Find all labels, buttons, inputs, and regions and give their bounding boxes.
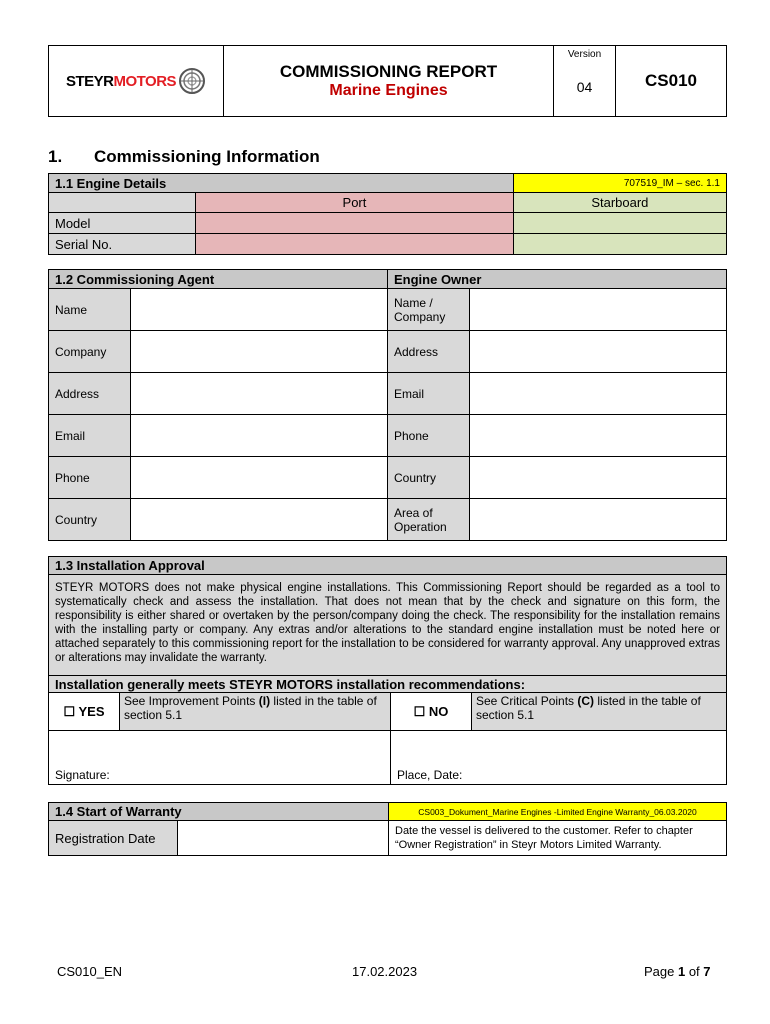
owner-address-field[interactable] xyxy=(470,331,727,373)
agent-title: 1.2 Commissioning Agent xyxy=(49,270,388,289)
agent-company-field[interactable] xyxy=(131,331,388,373)
owner-email-field[interactable] xyxy=(470,373,727,415)
yes-checkbox[interactable]: ☐ YES xyxy=(49,693,120,731)
serial-port-field[interactable] xyxy=(196,234,514,255)
warranty-title: 1.4 Start of Warranty xyxy=(49,803,389,821)
agent-address-field[interactable] xyxy=(131,373,388,415)
no-checkbox[interactable]: ☐ NO xyxy=(391,693,472,731)
version-value: 04 xyxy=(576,79,593,95)
owner-country-field[interactable] xyxy=(470,457,727,499)
agent-phone-field[interactable] xyxy=(131,457,388,499)
model-port-field[interactable] xyxy=(196,213,514,234)
header-table xyxy=(48,45,727,117)
owner-name-label: Name / Company xyxy=(388,289,470,331)
warranty-note: Date the vessel is delivered to the customer. Refer to chapter “Owner Registration” in Steyr Motors Limited Warranty. xyxy=(389,821,727,856)
place-date-field[interactable]: Place, Date: xyxy=(391,731,727,785)
logo-cell xyxy=(49,46,224,117)
owner-phone-field[interactable] xyxy=(470,415,727,457)
registration-date-field[interactable] xyxy=(178,821,389,856)
footer-page-number: Page 1 of 7 xyxy=(644,964,711,979)
model-starboard-field[interactable] xyxy=(513,213,726,234)
report-title: COMMISSIONING REPORT xyxy=(279,62,498,81)
installation-question: Installation generally meets STEYR MOTORS installation recommendations: xyxy=(49,676,727,693)
section-number: 1. xyxy=(48,147,63,166)
yes-note: See Improvement Points (I) listed in the table of section 5.1 xyxy=(120,693,391,731)
version-label: Version xyxy=(567,49,602,60)
owner-title: Engine Owner xyxy=(388,270,727,289)
owner-country-label: Country xyxy=(388,457,470,499)
owner-area-label: Area of Operation xyxy=(388,499,470,541)
port-header: Port xyxy=(196,193,514,213)
footer-date: 17.02.2023 xyxy=(352,964,418,979)
agent-country-label: Country xyxy=(49,499,131,541)
registration-date-label: Registration Date xyxy=(49,821,178,856)
warranty-ref: CS003_Dokument_Marine Engines -Limited Engine Warranty_06.03.2020 xyxy=(389,803,727,821)
section-title: Commissioning Information xyxy=(94,147,320,166)
engine-details-title: 1.1 Engine Details xyxy=(49,174,514,193)
starboard-header: Starboard xyxy=(513,193,726,213)
agent-phone-label: Phone xyxy=(49,457,131,499)
model-label: Model xyxy=(49,213,196,234)
agent-company-label: Company xyxy=(49,331,131,373)
steyr-motors-logo: STEYRMOTORS xyxy=(65,72,177,90)
version-cell xyxy=(554,46,616,117)
footer-doc-code: CS010_EN xyxy=(57,964,123,979)
signature-field[interactable]: Signature: xyxy=(49,731,391,785)
owner-area-field[interactable] xyxy=(470,499,727,541)
agent-name-label: Name xyxy=(49,289,131,331)
warranty-table xyxy=(48,802,727,856)
engine-details-ref: 707519_IM – sec. 1.1 xyxy=(513,174,726,193)
logo-emblem-icon xyxy=(178,67,206,95)
report-subtitle: Marine Engines xyxy=(329,82,448,99)
serial-label: Serial No. xyxy=(49,234,196,255)
installation-table xyxy=(48,556,727,785)
agent-name-field[interactable] xyxy=(131,289,388,331)
engine-details-table xyxy=(48,173,727,255)
engine-details-corner xyxy=(49,193,196,213)
owner-email-label: Email xyxy=(388,373,470,415)
doc-code: CS010 xyxy=(616,46,727,117)
no-note: See Critical Points (C) listed in the table of section 5.1 xyxy=(472,693,727,731)
agent-email-field[interactable] xyxy=(131,415,388,457)
agent-country-field[interactable] xyxy=(131,499,388,541)
agent-owner-table xyxy=(48,269,727,541)
installation-text: STEYR MOTORS does not make physical engine installations. This Commissioning Report should be regarded as a tool to systematically check and assess the installation. That does not mean that by the check and signature on this form, the responsibility is either shared or overtaken by the person/company doing the check. The responsibility for the installation remains with the installing party or company. Any extras and/or alterations to the standard engine installation must be noted here or attached separately to this commissioning report for the installation to be considered for warranty approval. Any unapproved extras or alterations may invalidate the warranty. xyxy=(49,575,727,676)
serial-starboard-field[interactable] xyxy=(513,234,726,255)
title-cell xyxy=(224,46,554,117)
owner-phone-label: Phone xyxy=(388,415,470,457)
installation-title: 1.3 Installation Approval xyxy=(49,557,727,575)
owner-name-field[interactable] xyxy=(470,289,727,331)
agent-email-label: Email xyxy=(49,415,131,457)
owner-address-label: Address xyxy=(388,331,470,373)
agent-address-label: Address xyxy=(49,373,131,415)
